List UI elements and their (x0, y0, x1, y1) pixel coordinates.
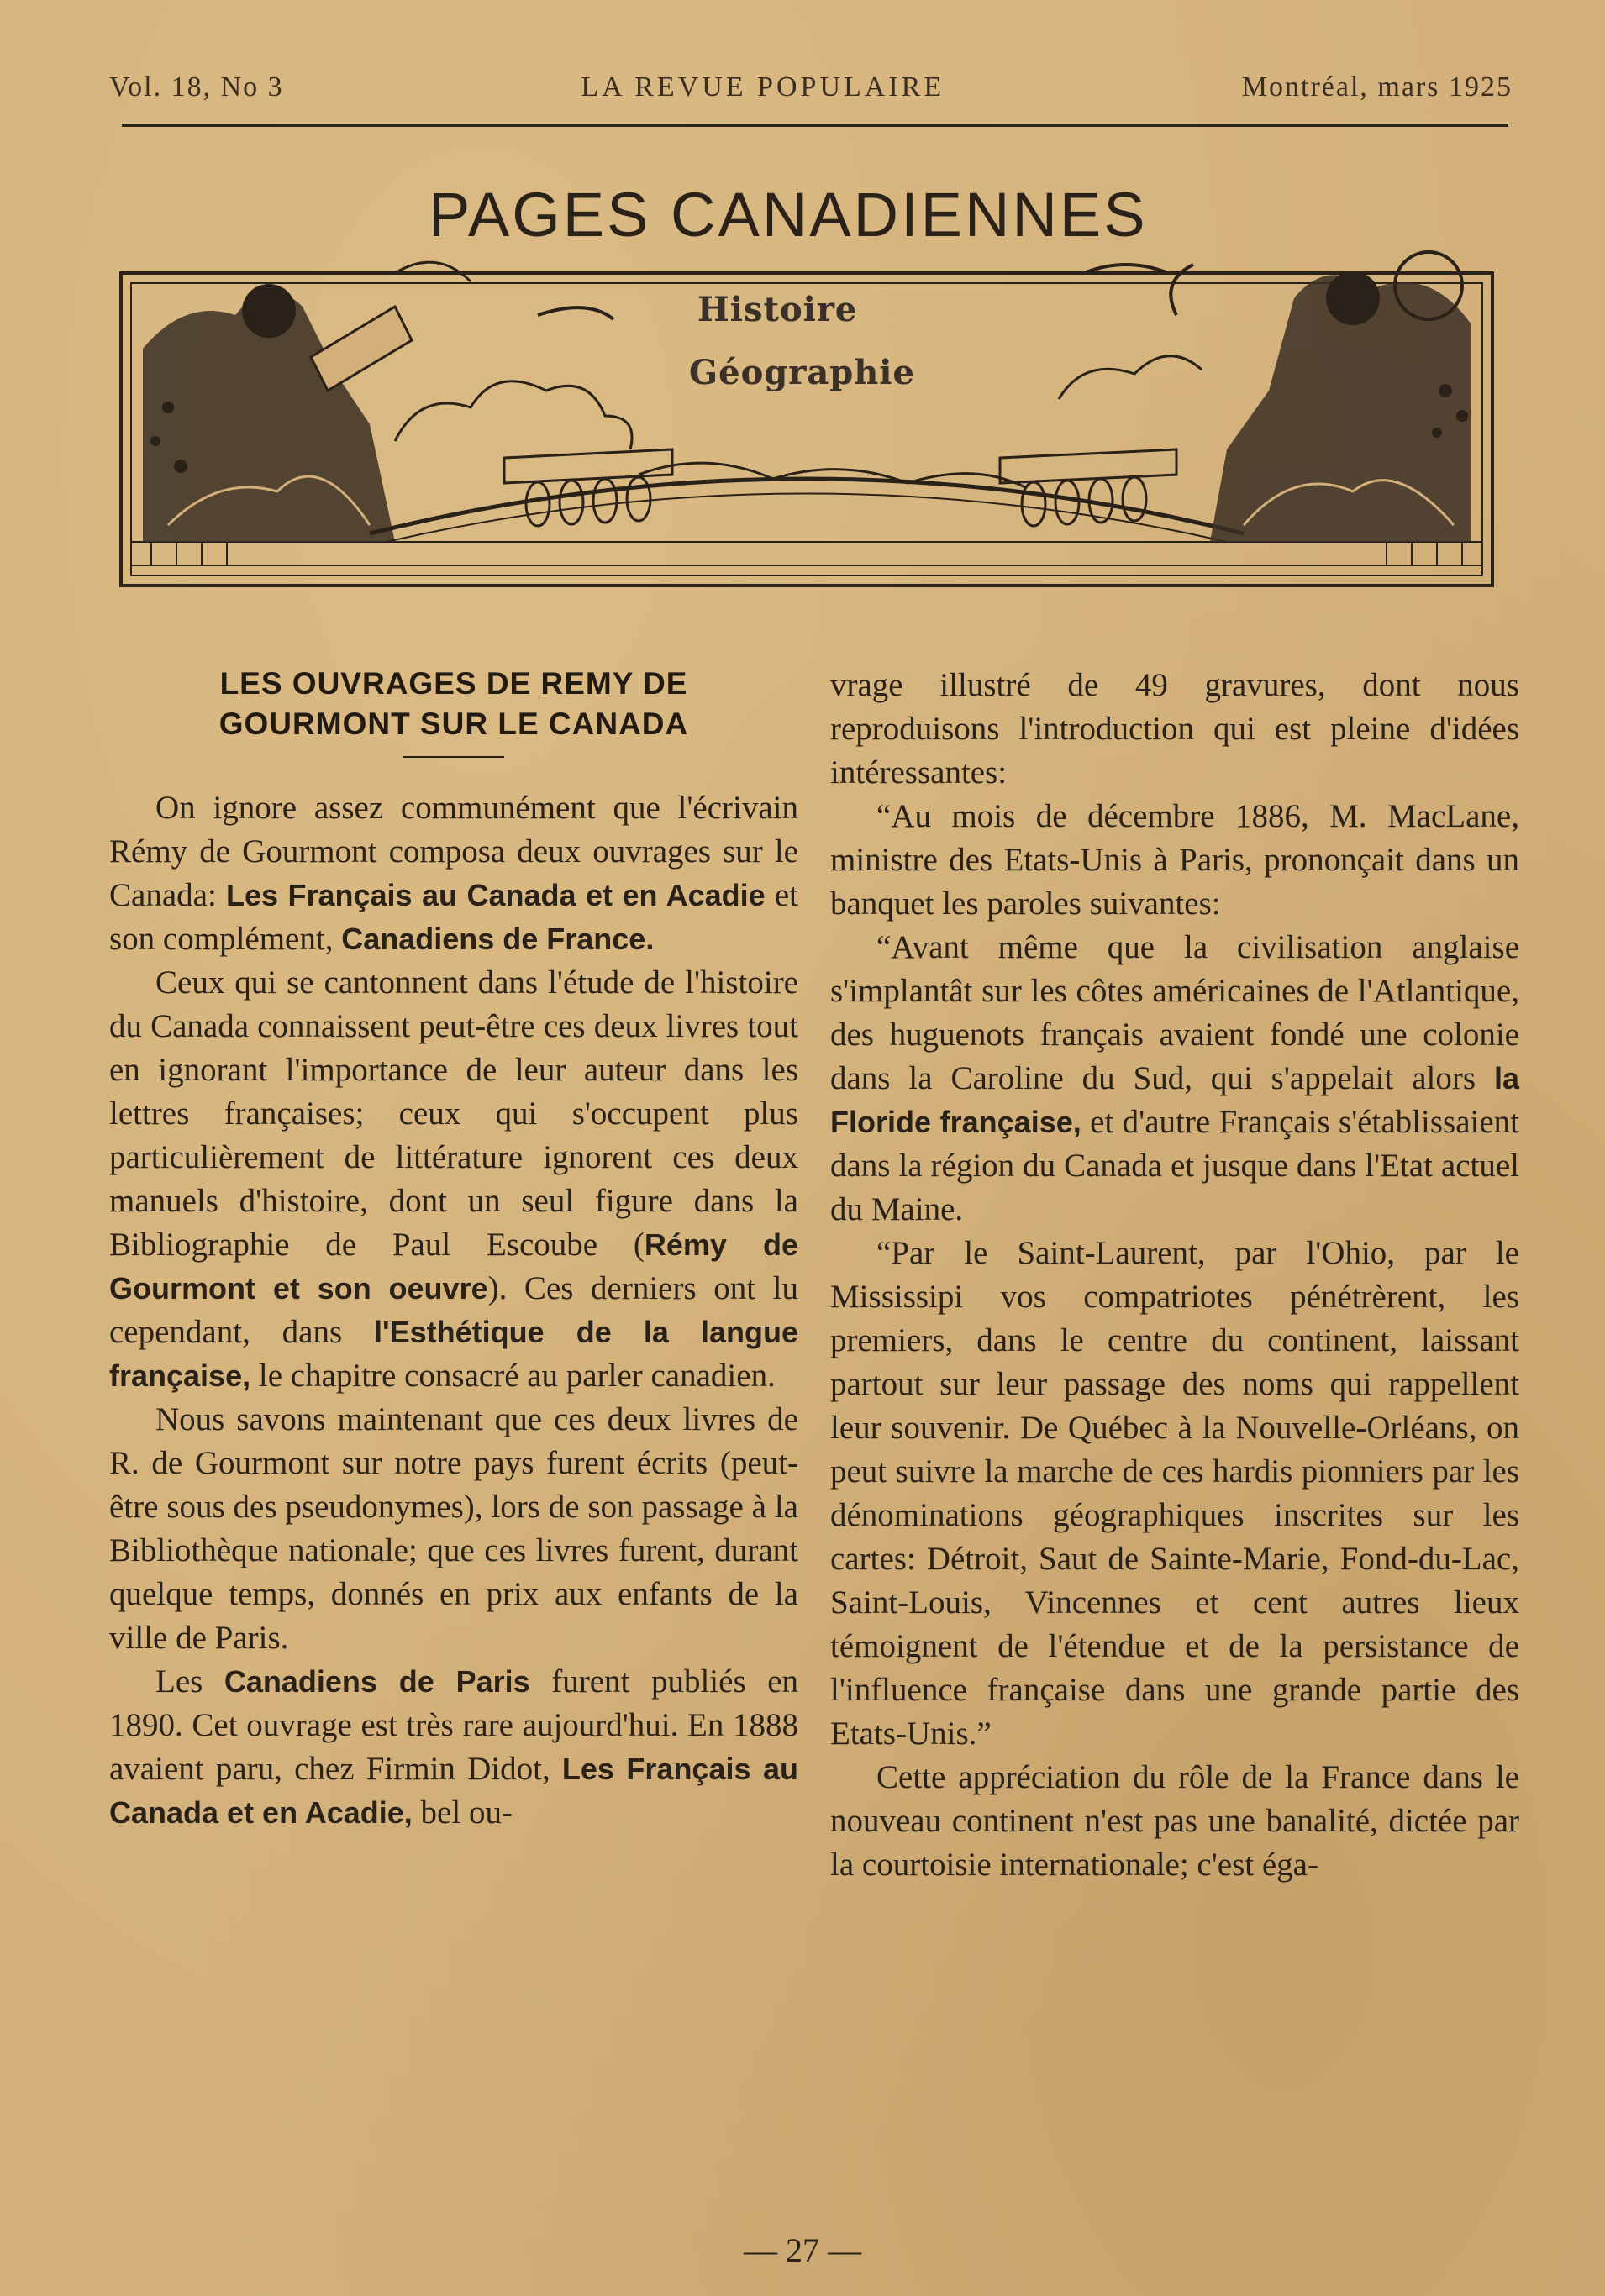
banner-subtitle-history: Histoire (697, 290, 858, 329)
book-title: Rémy de Gourmont et son oeuvre (109, 1227, 798, 1306)
emphasis: la Floride française, (830, 1061, 1519, 1139)
paragraph (109, 786, 798, 961)
magazine-name: LA REVUE POPULAIRE (581, 71, 945, 102)
title-rule (403, 756, 504, 758)
paragraph: Nous savons maintenant que ces deux livres de R. de Gourmont sur notre pays furent écrits (peut-être sous des pseudonymes), lors de son passage à la Bibliothèque nationale; que ces livres furent, durant quelque temps, donnés en prix aux enfants de la ville de Paris. (109, 1401, 798, 1656)
article-title (109, 664, 798, 744)
paragraph: vrage illustré de 49 gravures, dont nous reproduisons l'introduction qui est pleine d'idées intéressantes: (830, 667, 1519, 791)
right-column (830, 664, 1519, 1887)
paragraph-text: le chapitre consacré au parler canadien. (250, 1358, 776, 1394)
paragraph-text: On ignore assez communément que l'écrivain Rémy de Gourmont composa deux ouvrages sur le Canada: (109, 790, 798, 913)
paragraph: “Au mois de décembre 1886, M. MacLane, ministre des Etats-Unis à Paris, prononçait dans un banquet les paroles suivantes: (830, 798, 1519, 922)
paragraph: Cette appréciation du rôle de la France dans le nouveau continent n'est pas une banalité, dictée par la courtoisie internationale; c'est éga- (830, 1759, 1519, 1883)
paragraph-text: et d'autre Français s'établissaient dans la région du Canada et jusque dans l'Etat actuel du Maine. (830, 1104, 1519, 1227)
paragraph-text: bel ou- (412, 1794, 513, 1831)
book-title: Canadiens de France. (341, 922, 655, 956)
issue-date: Montréal, mars 1925 (1241, 71, 1513, 102)
paragraph-text: “Avant même que la civilisation anglaise s'implantât sur les côtes américaines de l'Atlantique, des huguenots français avaient fondé une colonie dans la Caroline du Sud, qui s'appelait alors (830, 929, 1519, 1096)
banner-subtitle-geography: Géographie (689, 353, 915, 392)
book-title: Canadiens de Paris (224, 1664, 530, 1699)
volume-number: Vol. 18, No 3 (109, 71, 284, 102)
banner-title: PAGES CANADIENNES (429, 180, 1148, 250)
paragraph-text: Ceux qui se cantonnent dans l'étude de l'histoire du Canada connaissent peut-être ces deux livres tout en ignorant l'importance de leur auteur dans les lettres françaises; ceux qui s'occupent plus particulièrement de littérature ignorent ces deux manuels d'histoire, dont un seul figure dans la Bibliographie de Paul Escoube ( (109, 964, 798, 1263)
paragraph (830, 926, 1519, 1232)
book-title: Les Français au Canada et en Acadie, (109, 1752, 798, 1830)
paragraph-text: et son complément, (109, 877, 798, 957)
paragraph-text: furent publiés en 1890. Cet ouvrage est très rare aujourd'hui. En 1888 avaient paru, chez Firmin Didot, (109, 1663, 799, 1787)
paragraph-text: Les (155, 1663, 224, 1700)
paragraph-text: ). Ces derniers ont lu cependant, dans (109, 1270, 799, 1350)
paragraph (109, 961, 798, 1398)
page-number: — 27 — (744, 2231, 861, 2269)
book-title: Les Français au Canada et en Acadie (225, 878, 766, 912)
header-rule (122, 124, 1508, 127)
book-title: l'Esthétique de la langue française, (109, 1315, 798, 1393)
paragraph (109, 1660, 798, 1835)
article-title-line: GOURMONT SUR LE CANADA (218, 707, 689, 741)
paragraph: “Par le Saint-Laurent, par l'Ohio, par le Mississipi vos compatriotes pénétrèrent, les premiers, dans le centre du continent, laissant partout sur leur passage des noms qui rappellent leur souvenir. De Québec à la Nouvelle-Orléans, on peut suivre la marche de ces hardis pionniers par les dénominations géographiques inscrites sur les cartes: Détroit, Saut de Sainte-Marie, Fond-du-Lac, Saint-Louis, Vincennes et cent autres lieux témoignent de l'étendue et de la persistance de l'influence française dans une grande partie des Etats-Unis.” (830, 1235, 1519, 1752)
section-banner (118, 172, 1496, 592)
left-column (109, 664, 798, 1835)
running-head (109, 71, 1513, 110)
article-title-line: LES OUVRAGES DE REMY DE (219, 666, 688, 701)
